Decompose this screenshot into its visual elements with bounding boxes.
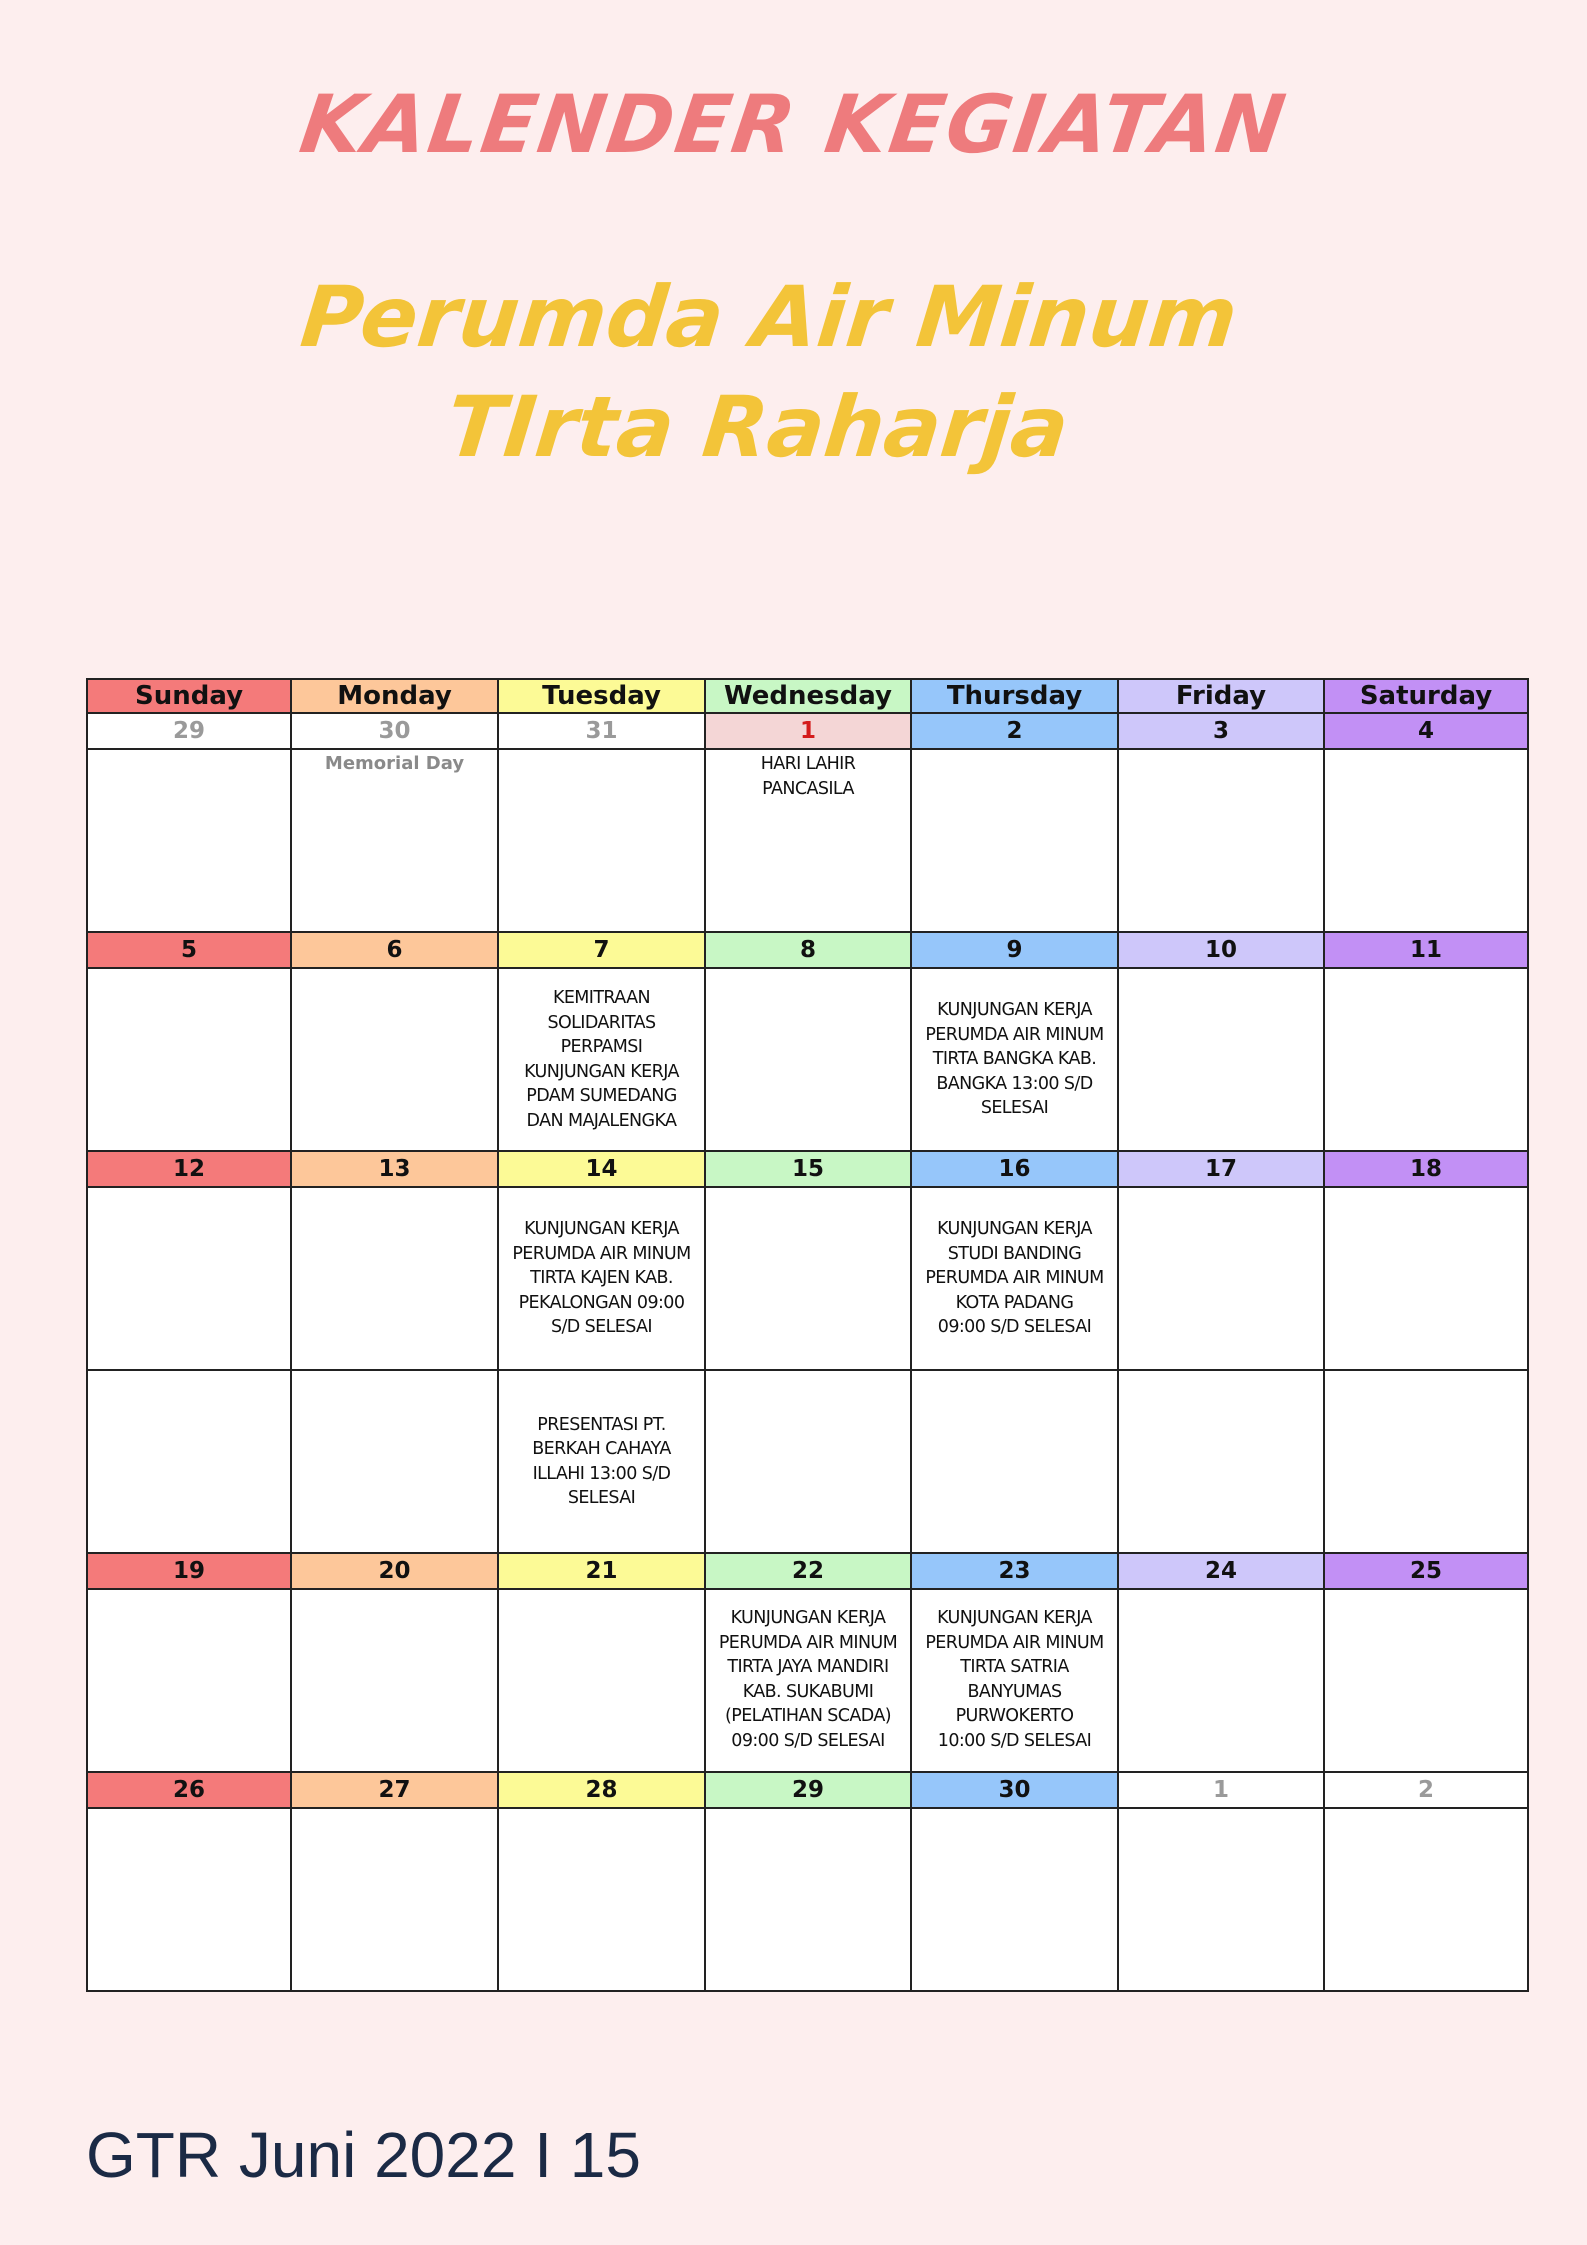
date-number[interactable]: 24 (1119, 1554, 1325, 1590)
day-header-friday: Friday (1119, 678, 1325, 714)
date-number[interactable]: 2 (912, 714, 1119, 750)
day-cell[interactable] (706, 1590, 912, 1773)
day-cell[interactable] (292, 969, 499, 1152)
date-number[interactable]: 1 (1119, 1773, 1325, 1809)
day-cell[interactable] (912, 1809, 1119, 1992)
date-number[interactable]: 30 (292, 714, 499, 750)
day-cell[interactable] (1119, 969, 1325, 1152)
day-cell[interactable] (86, 1590, 292, 1773)
date-number[interactable]: 28 (499, 1773, 706, 1809)
day-cell[interactable] (499, 750, 706, 933)
day-cell[interactable] (912, 969, 1119, 1152)
day-cell[interactable] (86, 1188, 292, 1371)
date-number[interactable]: 5 (86, 933, 292, 969)
day-cell[interactable] (912, 1590, 1119, 1773)
date-number[interactable]: 9 (912, 933, 1119, 969)
event-text: KUNJUNGAN KERJA PERUMDA AIR MINUM TIRTA BANGKA KAB. BANGKA 13:00 S/D SELESAI (925, 1000, 1104, 1119)
date-number[interactable]: 3 (1119, 714, 1325, 750)
day-cell[interactable] (1325, 1371, 1529, 1554)
day-header-thursday: Thursday (912, 678, 1119, 714)
day-cell[interactable] (1119, 1371, 1325, 1554)
day-cell[interactable] (1325, 1590, 1529, 1773)
day-header-sunday: Sunday (86, 678, 292, 714)
day-cell[interactable] (1325, 969, 1529, 1152)
date-number[interactable]: 6 (292, 933, 499, 969)
day-cell[interactable] (86, 1809, 292, 1992)
date-number[interactable]: 18 (1325, 1152, 1529, 1188)
day-header-tuesday: Tuesday (499, 678, 706, 714)
day-cell[interactable] (1119, 750, 1325, 933)
date-number[interactable]: 23 (912, 1554, 1119, 1590)
subtitle-line-2: TIrta Raharja (442, 378, 1074, 476)
day-cell[interactable] (706, 1371, 912, 1554)
date-number[interactable]: 1 (706, 714, 912, 750)
date-number[interactable]: 27 (292, 1773, 499, 1809)
day-cell[interactable] (499, 969, 706, 1152)
day-cell[interactable] (1325, 1809, 1529, 1992)
day-cell[interactable] (706, 1188, 912, 1371)
day-cell[interactable] (499, 1188, 706, 1371)
day-cell[interactable] (86, 750, 292, 933)
day-cell[interactable] (499, 1371, 706, 1554)
page-footer: GTR Juni 2022 I 15 (86, 2119, 641, 2191)
event-text: KUNJUNGAN KERJA PERUMDA AIR MINUM TIRTA KAJEN KAB. PEKALONGAN 09:00 S/D SELESAI (512, 1219, 691, 1338)
day-cell[interactable] (1119, 1590, 1325, 1773)
day-cell[interactable] (912, 750, 1119, 933)
day-cell[interactable] (706, 750, 912, 933)
date-number[interactable]: 25 (1325, 1554, 1529, 1590)
day-cell[interactable] (292, 1590, 499, 1773)
day-cell[interactable] (706, 969, 912, 1152)
day-cell[interactable] (912, 1188, 1119, 1371)
date-number[interactable]: 7 (499, 933, 706, 969)
date-number[interactable]: 14 (499, 1152, 706, 1188)
event-text: KUNJUNGAN KERJA STUDI BANDING PERUMDA AIR MINUM KOTA PADANG 09:00 S/D SELESAI (925, 1219, 1104, 1338)
day-header-monday: Monday (292, 678, 499, 714)
page-subtitle (0, 262, 1569, 482)
date-number[interactable]: 4 (1325, 714, 1529, 750)
date-number[interactable]: 22 (706, 1554, 912, 1590)
event-text: KUNJUNGAN KERJA PERUMDA AIR MINUM TIRTA JAYA MANDIRI KAB. SUKABUMI (PELATIHAN SCADA) 09:00 S/D SELESAI (718, 1608, 898, 1751)
date-number[interactable]: 10 (1119, 933, 1325, 969)
day-cell[interactable] (706, 1809, 912, 1992)
date-number[interactable]: 21 (499, 1554, 706, 1590)
holiday-label: Memorial Day (324, 753, 465, 774)
page-title: KALENDER KEGIATAN (294, 78, 1293, 171)
event-text: KUNJUNGAN KERJA PERUMDA AIR MINUM TIRTA SATRIA BANYUMAS PURWOKERTO 10:00 S/D SELESAI (925, 1608, 1104, 1751)
date-number[interactable]: 11 (1325, 933, 1529, 969)
day-cell[interactable] (292, 750, 499, 933)
day-cell[interactable] (499, 1590, 706, 1773)
event-text: HARI LAHIR PANCASILA (760, 754, 856, 799)
date-number[interactable]: 8 (706, 933, 912, 969)
day-cell[interactable] (292, 1188, 499, 1371)
date-number[interactable]: 19 (86, 1554, 292, 1590)
date-number[interactable]: 13 (292, 1152, 499, 1188)
date-number[interactable]: 29 (86, 714, 292, 750)
day-cell[interactable] (86, 969, 292, 1152)
date-number[interactable]: 30 (912, 1773, 1119, 1809)
event-text: KEMITRAAN SOLIDARITAS PERPAMSI KUNJUNGAN KERJA PDAM SUMEDANG DAN MAJALENGKA (524, 988, 679, 1131)
day-cell[interactable] (1325, 1188, 1529, 1371)
date-number[interactable]: 17 (1119, 1152, 1325, 1188)
date-number[interactable]: 26 (86, 1773, 292, 1809)
calendar-grid (86, 678, 1529, 1986)
day-cell[interactable] (912, 1371, 1119, 1554)
date-number[interactable]: 16 (912, 1152, 1119, 1188)
day-cell[interactable] (86, 1371, 292, 1554)
day-header-wednesday: Wednesday (706, 678, 912, 714)
event-text: PRESENTASI PT. BERKAH CAHAYA ILLAHI 13:00 S/D SELESAI (532, 1414, 671, 1508)
day-cell[interactable] (1119, 1809, 1325, 1992)
date-number[interactable]: 20 (292, 1554, 499, 1590)
date-number[interactable]: 15 (706, 1152, 912, 1188)
date-number[interactable]: 12 (86, 1152, 292, 1188)
day-cell[interactable] (499, 1809, 706, 1992)
subtitle-line-1: Perumda Air Minum (296, 268, 1242, 366)
date-number[interactable]: 29 (706, 1773, 912, 1809)
day-cell[interactable] (292, 1809, 499, 1992)
day-cell[interactable] (1119, 1188, 1325, 1371)
day-header-saturday: Saturday (1325, 678, 1529, 714)
date-number[interactable]: 31 (499, 714, 706, 750)
day-cell[interactable] (292, 1371, 499, 1554)
day-cell[interactable] (1325, 750, 1529, 933)
date-number[interactable]: 2 (1325, 1773, 1529, 1809)
